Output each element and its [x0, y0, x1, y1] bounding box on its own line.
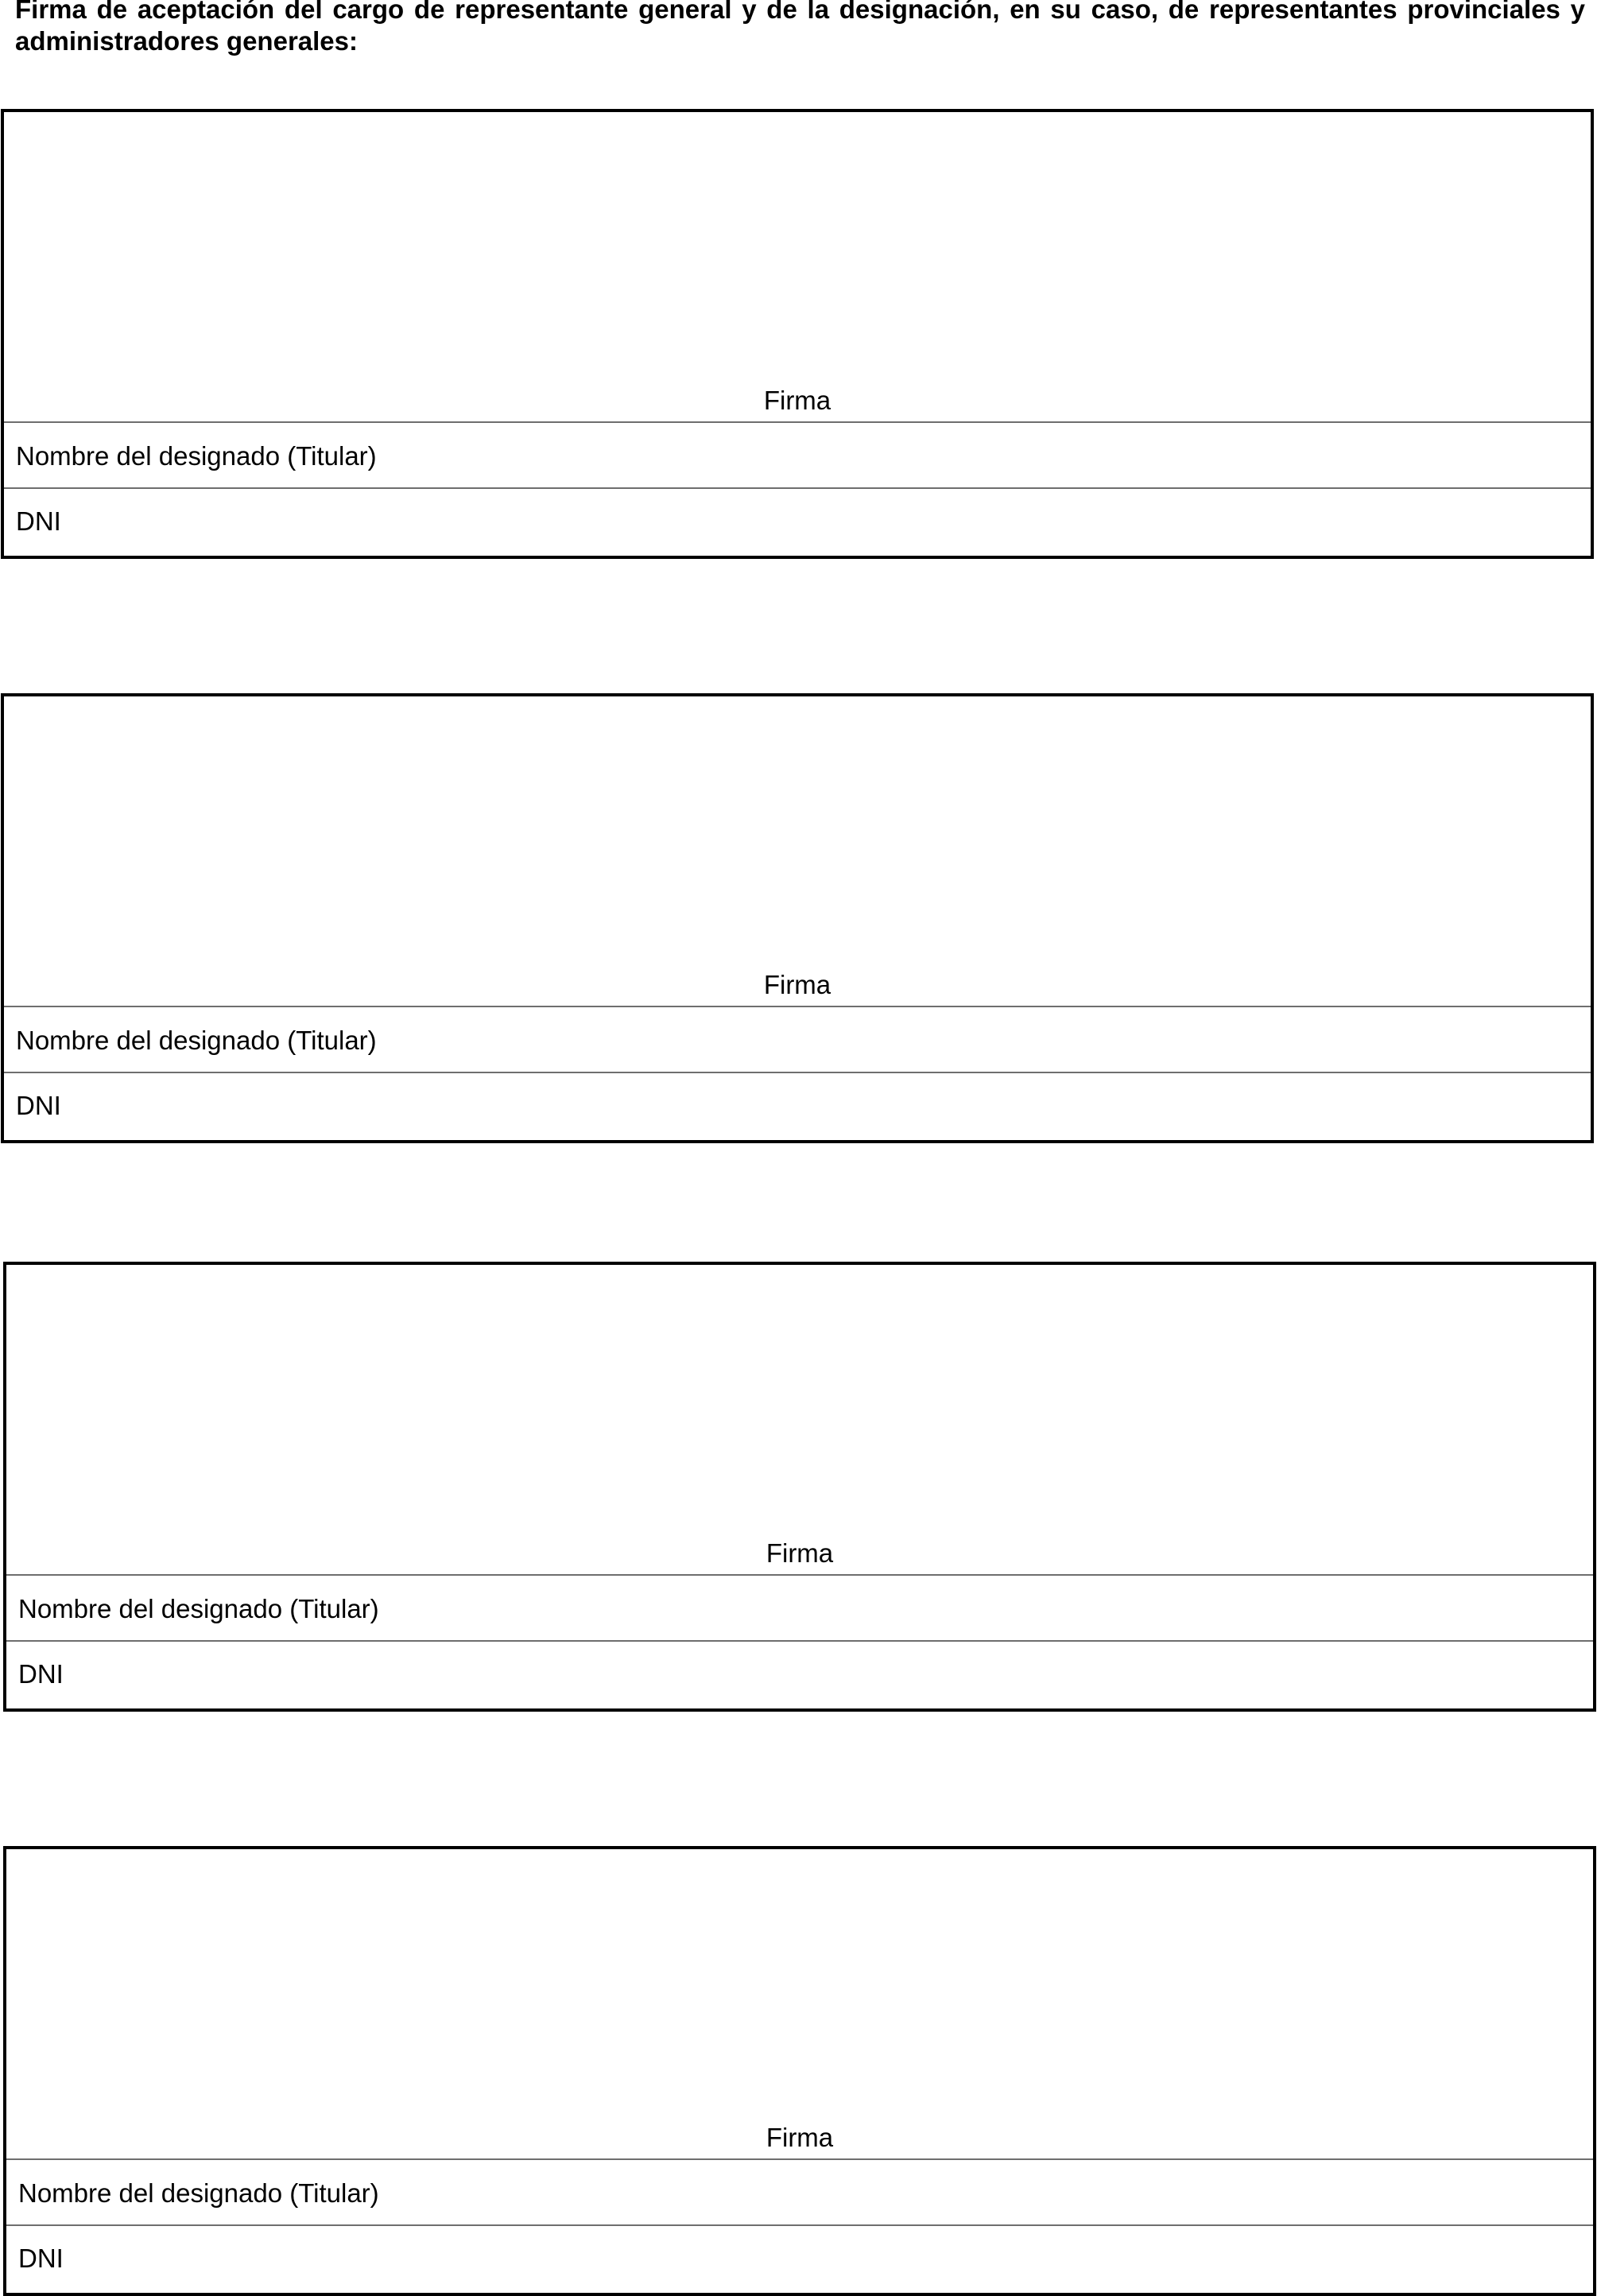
dni-field[interactable]	[4, 489, 1591, 554]
signature-area[interactable]	[6, 1265, 1593, 1576]
designee-name-label: Nombre del designado (Titular)	[18, 2178, 379, 2208]
designee-name-label: Nombre del designado (Titular)	[18, 1594, 379, 1623]
dni-field[interactable]	[6, 1642, 1593, 1707]
designee-name-label: Nombre del designado (Titular)	[16, 441, 377, 471]
designee-name-field[interactable]	[6, 2160, 1593, 2226]
signature-box-4	[3, 1846, 1596, 2296]
signature-area[interactable]	[6, 1849, 1593, 2160]
designee-name-field[interactable]	[4, 423, 1591, 489]
designee-name-field[interactable]	[4, 1007, 1591, 1073]
dni-label: DNI	[18, 2244, 64, 2273]
designee-name-field[interactable]	[6, 1576, 1593, 1642]
signature-box-3	[3, 1262, 1596, 1712]
signature-box-1	[1, 109, 1594, 559]
signature-area[interactable]	[4, 112, 1591, 423]
firma-label: Firma	[766, 2123, 834, 2152]
dni-label: DNI	[18, 1659, 64, 1689]
signature-area[interactable]	[4, 696, 1591, 1007]
designee-name-label: Nombre del designado (Titular)	[16, 1026, 377, 1055]
dni-label: DNI	[16, 1091, 61, 1120]
page-heading: Firma de aceptación del cargo de representante general y de la designación, en su caso, de representantes provinciales y administradores generales:	[15, 0, 1585, 56]
dni-field[interactable]	[4, 1073, 1591, 1138]
signature-box-2	[1, 693, 1594, 1143]
firma-label: Firma	[763, 970, 831, 999]
firma-label: Firma	[763, 386, 831, 415]
dni-field[interactable]	[6, 2226, 1593, 2291]
firma-label: Firma	[766, 1538, 834, 1568]
dni-label: DNI	[16, 506, 61, 536]
